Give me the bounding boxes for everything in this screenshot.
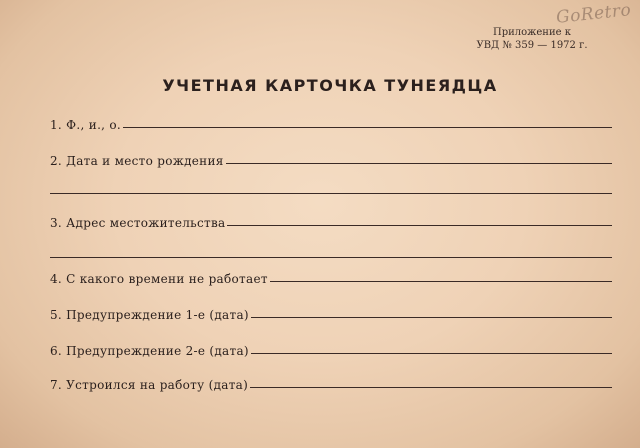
field-birth-date-place [50, 148, 612, 168]
field-label: 2. Дата и место рождения [50, 154, 224, 168]
field-label: 5. Предупреждение 1-е (дата) [50, 308, 249, 322]
field-warning-1 [50, 302, 612, 322]
field-fill-line [251, 353, 612, 354]
field-employed-date [50, 372, 612, 392]
appendix-line-1: Приложение к [493, 27, 571, 38]
card-title: УЧЕТНАЯ КАРТОЧКА ТУНЕЯДЦА [162, 76, 498, 95]
field-fill-line [226, 163, 612, 164]
appendix-note [452, 26, 612, 52]
field-label: 3. Адрес местожительства [50, 216, 226, 230]
field-extra-line [50, 257, 612, 258]
watermark-logo: GoRetro [555, 0, 633, 28]
field-fill-line [270, 281, 612, 282]
field-fill-line [123, 127, 612, 128]
field-label: 4. С какого времени не работает [50, 272, 268, 286]
field-fill-line [251, 317, 612, 318]
field-fill-line [227, 225, 612, 226]
field-full-name [50, 112, 612, 132]
field-address [50, 210, 612, 230]
field-fill-line [250, 387, 612, 388]
field-unemployed-since [50, 266, 612, 286]
appendix-line-2: УВД № 359 — 1972 г. [476, 40, 588, 51]
field-label: 6. Предупреждение 2-е (дата) [50, 344, 249, 358]
field-label: 1. Ф., и., о. [50, 118, 122, 132]
field-extra-line [50, 193, 612, 194]
field-label: 7. Устроился на работу (дата) [50, 378, 249, 392]
field-warning-2 [50, 338, 612, 358]
